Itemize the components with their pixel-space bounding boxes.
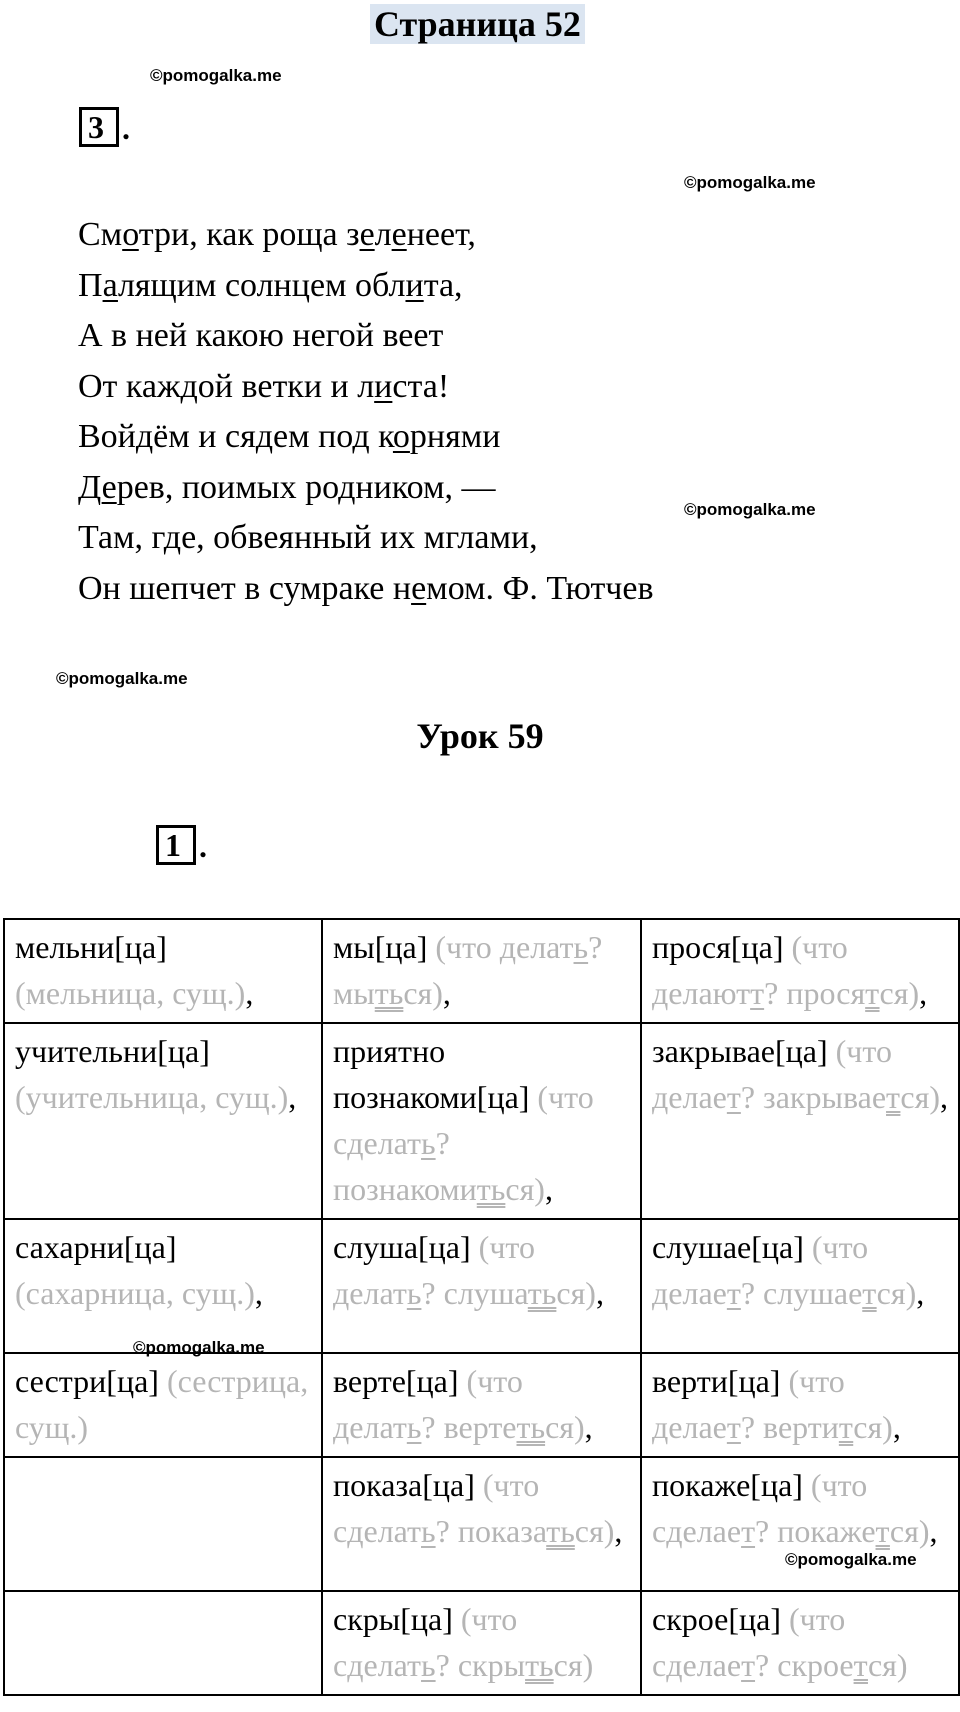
text-segment: См <box>78 216 123 253</box>
text-segment: , <box>584 1409 593 1445</box>
text-segment: Он шепчет в сумраке н <box>78 569 412 607</box>
hint-text: (учительница, сущ.) <box>15 1079 289 1115</box>
table-cell <box>4 919 322 1023</box>
underlined-letter: ть <box>374 975 404 1011</box>
hint-text: ся) <box>574 1513 615 1549</box>
underlined-letter: ь <box>573 929 589 965</box>
table-cell <box>4 1353 322 1457</box>
underlined-letter: ть <box>527 1275 557 1311</box>
underlined-letter: е <box>411 569 427 607</box>
text-segment: , <box>892 1409 901 1445</box>
text-segment: рнями <box>409 418 501 455</box>
table-cell <box>322 1457 641 1591</box>
underlined-letter: т <box>853 1647 868 1683</box>
underlined-letter: о <box>122 216 139 253</box>
text-segment: сахарни[ца] <box>15 1229 177 1265</box>
poem <box>78 210 654 614</box>
task-number-1 <box>156 825 207 865</box>
hint-text: ? слуша <box>421 1275 528 1311</box>
hint-text: ся) <box>853 1409 893 1445</box>
hint-text: (что сделае <box>652 1601 846 1683</box>
hint-text: ? скры <box>435 1647 526 1683</box>
hint-text: ся) <box>889 1513 930 1549</box>
hint-text: ся) <box>867 1647 908 1683</box>
poem-line <box>78 362 654 413</box>
text-segment: , <box>245 975 254 1011</box>
underlined-letter: т <box>838 1409 854 1445</box>
poem-line <box>78 210 654 261</box>
text-segment: та, <box>423 266 463 304</box>
lesson-title: Урок 59 <box>416 716 544 756</box>
hint-text: (сестрица, сущ.) <box>15 1363 309 1445</box>
table-row <box>4 1219 959 1353</box>
hint-text: (мельница, сущ.) <box>15 975 246 1011</box>
text-segment: мельни[ца] <box>15 929 167 965</box>
text-segment: Д <box>78 468 102 506</box>
underlined-letter: ь <box>421 1647 436 1683</box>
text-segment: ста! <box>392 367 450 405</box>
text-segment: л <box>374 216 392 253</box>
hint-text: ? показа <box>435 1513 547 1549</box>
table-cell <box>641 1353 959 1457</box>
underlined-letter: о <box>392 418 410 455</box>
text-segment: мы[ца] <box>333 929 428 965</box>
task-number-label: 1 <box>165 827 181 863</box>
underlined-letter: т <box>726 1409 741 1445</box>
text-segment: П <box>78 266 103 304</box>
text-segment: Войдём и сядем под к <box>78 418 393 455</box>
poem-line <box>78 412 654 463</box>
underlined-letter: и <box>374 367 393 405</box>
underlined-letter: т <box>741 1647 756 1683</box>
text-segment: , <box>919 975 928 1011</box>
table-cell <box>4 1219 322 1353</box>
poem-line <box>78 513 654 564</box>
table-cell <box>322 919 641 1023</box>
watermark: ©pomogalka.me <box>684 173 816 192</box>
text-segment: слуша[ца] <box>333 1229 471 1265</box>
text-segment: учительни[ца] <box>15 1033 210 1069</box>
table-cell <box>641 1219 959 1353</box>
hint-text: ся) <box>879 975 920 1011</box>
text-segment: показа[ца] <box>333 1467 475 1503</box>
text-segment: , <box>254 1275 263 1311</box>
text-segment: слушае[ца] <box>652 1229 804 1265</box>
text-segment: верте[ца] <box>333 1363 459 1399</box>
underlined-letter: е <box>101 468 117 506</box>
table-cell <box>322 1353 641 1457</box>
poem-line <box>78 311 654 362</box>
text-segment: , <box>595 1275 604 1311</box>
underlined-letter: ть <box>525 1647 554 1683</box>
table-cell <box>322 1023 641 1219</box>
watermark: ©pomogalka.me <box>150 66 282 85</box>
underlined-letter: ть <box>546 1513 575 1549</box>
text-segment: рев, поимых родником, — <box>116 468 496 506</box>
hint-text: (что сделат <box>333 1601 518 1683</box>
underlined-letter: т <box>865 975 880 1011</box>
hint-text: (что делае <box>652 1033 892 1115</box>
text-segment: , <box>916 1275 925 1311</box>
table-cell <box>641 919 959 1023</box>
task-number-3 <box>79 107 130 147</box>
underlined-letter: ь <box>421 1125 436 1161</box>
text-segment: неет, <box>406 216 476 253</box>
underlined-letter: т <box>886 1079 901 1115</box>
hint-text: (что делат <box>427 929 574 965</box>
text-segment: покаже[ца] <box>652 1467 803 1503</box>
text-segment: сестри[ца] <box>15 1363 159 1399</box>
underlined-letter: ть <box>516 1409 546 1445</box>
table-cell <box>4 1457 322 1591</box>
underlined-letter: т <box>862 1275 877 1311</box>
poem-line <box>78 463 654 514</box>
hint-text: (что делат <box>333 1229 535 1311</box>
hint-text: (сахарница, сущ.) <box>15 1275 255 1311</box>
table-cell <box>322 1219 641 1353</box>
underlined-letter: и <box>405 266 424 304</box>
table-cell <box>641 1023 959 1219</box>
underlined-letter: т <box>875 1513 890 1549</box>
watermark: ©pomogalka.me <box>56 669 188 688</box>
table-cell <box>4 1023 322 1219</box>
text-segment: верти[ца] <box>652 1363 781 1399</box>
text-segment: приятно познакоми[ца] <box>333 1033 530 1115</box>
underlined-letter: ь <box>406 1409 422 1445</box>
text-segment: , <box>442 975 451 1011</box>
hint-text: (что делае <box>652 1229 869 1311</box>
table-row <box>4 1353 959 1457</box>
hint-text: ся) <box>553 1647 594 1683</box>
underlined-letter: е <box>391 216 407 253</box>
underlined-letter: ть <box>476 1171 506 1207</box>
table-row <box>4 919 959 1023</box>
hint-text: (что делат <box>333 1363 523 1445</box>
task-number-dot: . <box>122 110 130 146</box>
hint-text: ? покаже <box>755 1513 876 1549</box>
underlined-letter: т <box>726 1275 741 1311</box>
answers-table <box>3 918 960 1696</box>
text-segment: три, как роща з <box>138 216 360 253</box>
poem-line <box>78 564 654 615</box>
text-segment: , <box>929 1513 938 1549</box>
hint-text: ? скрое <box>755 1647 854 1683</box>
table-row <box>4 1023 959 1219</box>
watermark: ©pomogalka.me <box>785 1550 917 1569</box>
text-segment: , <box>939 1079 948 1115</box>
hint-text: ? верти <box>740 1409 839 1445</box>
table-cell <box>641 1457 959 1591</box>
hint-text: ся) <box>556 1275 596 1311</box>
hint-text: ? познакоми <box>333 1125 477 1207</box>
hint-text: ся) <box>545 1409 585 1445</box>
hint-text: ? прося <box>764 975 866 1011</box>
underlined-letter: т <box>750 975 765 1011</box>
hint-text: (что сделае <box>652 1467 868 1549</box>
hint-text: ? мы <box>333 929 603 1011</box>
text-segment: закрывае[ца] <box>652 1033 828 1069</box>
text-segment: лящим солнцем обл <box>117 266 406 304</box>
hint-text: ся) <box>505 1171 545 1207</box>
page-title: Страница 52 <box>370 4 585 44</box>
text-segment: , <box>614 1513 623 1549</box>
hint-text: ? закрывае <box>740 1079 887 1115</box>
hint-text: ся) <box>900 1079 940 1115</box>
underlined-letter: т <box>726 1079 741 1115</box>
table-row <box>4 1457 959 1591</box>
text-segment: Там, где, обвеянный их мглами, <box>78 519 538 556</box>
hint-text: (что сделат <box>333 1079 594 1161</box>
text-segment: , <box>288 1079 297 1115</box>
text-segment: А в ней какою негой веет <box>78 317 444 354</box>
text-segment: От каждой ветки и л <box>78 367 375 405</box>
watermark: ©pomogalka.me <box>133 1338 265 1357</box>
text-segment: скры[ца] <box>333 1601 453 1637</box>
table-cell <box>641 1591 959 1695</box>
text-segment: прося[ца] <box>652 929 784 965</box>
task-number-dot: . <box>199 828 207 864</box>
underlined-letter: ь <box>406 1275 422 1311</box>
hint-text: ? верте <box>421 1409 517 1445</box>
hint-text: ся) <box>403 975 443 1011</box>
hint-text: (что делают <box>652 929 848 1011</box>
watermark: ©pomogalka.me <box>684 500 816 519</box>
text-segment: , <box>544 1171 553 1207</box>
hint-text: ся) <box>876 1275 917 1311</box>
underlined-letter: е <box>359 216 375 253</box>
table-cell <box>4 1591 322 1695</box>
table-row <box>4 1591 959 1695</box>
text-segment: мом. Ф. Тютчев <box>426 569 654 607</box>
poem-line <box>78 261 654 312</box>
hint-text: ? слушае <box>740 1275 863 1311</box>
underlined-letter: а <box>102 266 118 304</box>
hint-text: (что делае <box>652 1363 845 1445</box>
text-segment: скрое[ца] <box>652 1601 781 1637</box>
underlined-letter: т <box>741 1513 756 1549</box>
task-number-label: 3 <box>88 109 104 145</box>
underlined-letter: ь <box>421 1513 436 1549</box>
table-cell <box>322 1591 641 1695</box>
hint-text: (что сделат <box>333 1467 540 1549</box>
